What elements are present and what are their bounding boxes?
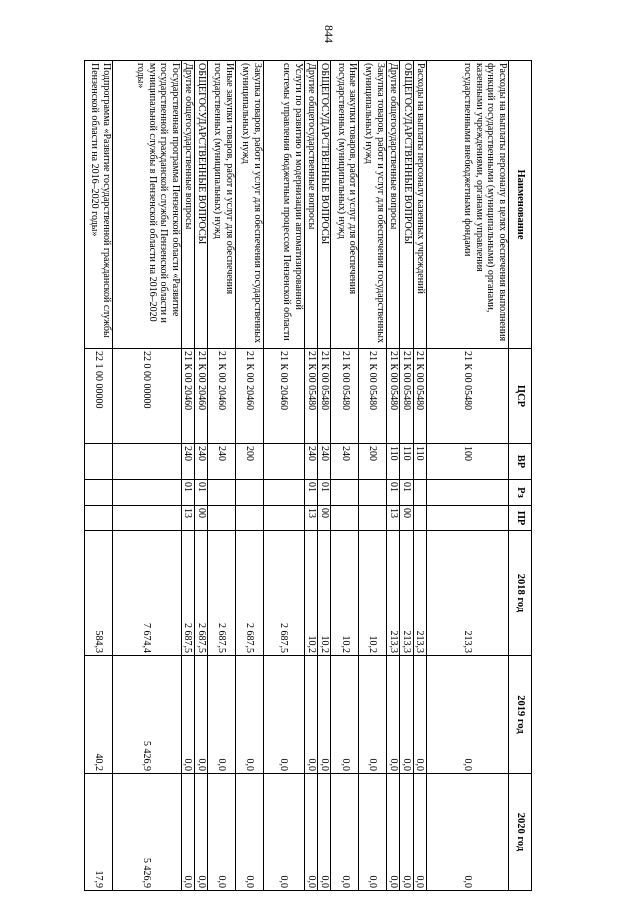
row-2020: 0,0 [181, 774, 194, 891]
row-2020: 0,0 [386, 774, 399, 891]
table-row [85, 61, 113, 891]
table-row [400, 61, 413, 891]
table-row [318, 61, 331, 891]
row-rz [208, 480, 236, 506]
row-2019: 0,0 [400, 656, 413, 774]
row-name: Другие общегосударственные вопросы [386, 61, 399, 349]
table-row [112, 61, 181, 891]
row-2018: 2 687,5 [235, 531, 263, 656]
row-csr: 21 К 00 05480 [426, 349, 508, 444]
row-csr: 21 К 00 05480 [400, 349, 413, 444]
row-2020: 0,0 [400, 774, 413, 891]
row-csr: 21 К 00 05480 [331, 349, 359, 444]
row-2018: 2 687,5 [181, 531, 194, 656]
row-2018: 10,2 [359, 531, 387, 656]
row-2020: 0,0 [235, 774, 263, 891]
row-rz: 01 [194, 480, 207, 506]
row-vr: 240 [181, 444, 194, 480]
header-pr: ПР [509, 506, 532, 531]
table-row [194, 61, 207, 891]
row-2019: 0,0 [235, 656, 263, 774]
row-2020: 0,0 [194, 774, 207, 891]
row-rz: 01 [304, 480, 317, 506]
row-2019: 0,0 [304, 656, 317, 774]
row-2019: 0,0 [263, 656, 304, 774]
row-rz [426, 480, 508, 506]
row-2018: 10,2 [331, 531, 359, 656]
row-2018: 2 687,5 [194, 531, 207, 656]
row-rz: 01 [318, 480, 331, 506]
row-2018: 2 687,5 [208, 531, 236, 656]
row-2019: 0,0 [181, 656, 194, 774]
row-2019: 5 426,9 [112, 656, 181, 774]
row-vr: 240 [331, 444, 359, 480]
row-vr [112, 444, 181, 480]
row-name: ОБЩЕГОСУДАРСТВЕННЫЕ ВОПРОСЫ [400, 61, 413, 349]
row-pr [235, 506, 263, 531]
header-row [509, 61, 532, 891]
row-2019: 0,0 [194, 656, 207, 774]
budget-table [84, 60, 532, 891]
row-csr: 21 К 00 20460 [194, 349, 207, 444]
budget-table-container [84, 60, 532, 890]
row-pr: 00 [318, 506, 331, 531]
table-row [235, 61, 263, 891]
header-rz: Рз [509, 480, 532, 506]
row-csr: 21 К 00 05480 [413, 349, 426, 444]
row-2019: 0,0 [359, 656, 387, 774]
row-2019: 0,0 [331, 656, 359, 774]
row-rz: 01 [400, 480, 413, 506]
row-vr: 110 [413, 444, 426, 480]
row-name: ОБЩЕГОСУДАРСТВЕННЫЕ ВОПРОСЫ [318, 61, 331, 349]
row-pr: 00 [400, 506, 413, 531]
row-rz: 01 [386, 480, 399, 506]
row-2018: 213,3 [426, 531, 508, 656]
row-2020: 0,0 [331, 774, 359, 891]
row-pr [263, 506, 304, 531]
row-vr: 100 [426, 444, 508, 480]
row-vr: 110 [386, 444, 399, 480]
table-row [426, 61, 508, 891]
row-name: Услуги по развитию и модернизации автоматизированной системы управления бюджетным процессом Пензенской области [263, 61, 304, 349]
table-row [181, 61, 194, 891]
row-2019: 0,0 [426, 656, 508, 774]
row-name: Расходы на выплаты персоналу в целях обеспечения выполнения функций государственными (муниципальными) органами, казенными учреждениями, органами управления государственными внебюджетными фондами [426, 61, 508, 349]
header-vr: ВР [509, 444, 532, 480]
row-2020: 5 426,9 [112, 774, 181, 891]
table-row [263, 61, 304, 891]
table-row [413, 61, 426, 891]
row-name: ОБЩЕГОСУДАРСТВЕННЫЕ ВОПРОСЫ [194, 61, 207, 349]
row-2020: 17,9 [85, 774, 113, 891]
row-csr: 21 К 00 05480 [359, 349, 387, 444]
row-2020: 0,0 [426, 774, 508, 891]
row-rz [112, 480, 181, 506]
table-row [386, 61, 399, 891]
row-csr: 21 К 00 05480 [386, 349, 399, 444]
row-csr: 21 К 00 05480 [304, 349, 317, 444]
row-2018: 7 674,4 [112, 531, 181, 656]
row-2018: 10,2 [304, 531, 317, 656]
row-csr: 22 0 00 00000 [112, 349, 181, 444]
row-rz [85, 480, 113, 506]
row-vr: 240 [208, 444, 236, 480]
row-vr [263, 444, 304, 480]
row-vr: 240 [318, 444, 331, 480]
row-2019: 0,0 [318, 656, 331, 774]
header-2019: 2019 год [509, 656, 532, 774]
row-2020: 0,0 [413, 774, 426, 891]
table-row [359, 61, 387, 891]
row-csr: 21 К 00 20460 [208, 349, 236, 444]
row-csr: 21 К 00 20460 [181, 349, 194, 444]
row-2019: 0,0 [413, 656, 426, 774]
row-rz [359, 480, 387, 506]
row-pr [413, 506, 426, 531]
row-name: Иные закупки товаров, работ и услуг для обеспечения государственных (муниципальных) нужд [208, 61, 236, 349]
row-pr: 13 [386, 506, 399, 531]
row-2019: 0,0 [208, 656, 236, 774]
row-name: Государственная программа Пензенской области «Развитие государственной гражданской службы Пензенской области и муниципальной службы в Пензенской области на 2016–2020 годы» [112, 61, 181, 349]
row-2018: 2 687,5 [263, 531, 304, 656]
row-2020: 0,0 [318, 774, 331, 891]
row-vr [85, 444, 113, 480]
row-vr: 200 [359, 444, 387, 480]
row-pr: 13 [181, 506, 194, 531]
row-rz [413, 480, 426, 506]
table-row [331, 61, 359, 891]
table-body [85, 61, 509, 891]
row-name: Закупка товаров, работ и услуг для обеспечения государственных (муниципальных) нужд [359, 61, 387, 349]
row-rz [235, 480, 263, 506]
row-name: Расходы на выплаты персоналу казенных учреждений [413, 61, 426, 349]
row-pr [208, 506, 236, 531]
header-csr: ЦСР [509, 349, 532, 444]
row-name: Подпрограмма «Развитие государственной гражданской службы Пензенской области на 2016–2020 годы» [85, 61, 113, 349]
row-name: Закупка товаров, работ и услуг для обеспечения государственных (муниципальных) нужд [235, 61, 263, 349]
row-rz [263, 480, 304, 506]
header-2018: 2018 год [509, 531, 532, 656]
row-csr: 22 1 00 00000 [85, 349, 113, 444]
row-2020: 0,0 [263, 774, 304, 891]
row-2020: 0,0 [208, 774, 236, 891]
row-2019: 40,2 [85, 656, 113, 774]
header-2020: 2020 год [509, 774, 532, 891]
row-csr: 21 К 00 05480 [318, 349, 331, 444]
row-2019: 0,0 [386, 656, 399, 774]
row-name: Другие общегосударственные вопросы [304, 61, 317, 349]
row-vr: 200 [235, 444, 263, 480]
row-2018: 584,3 [85, 531, 113, 656]
table-row [208, 61, 236, 891]
header-name: Наименование [509, 61, 532, 349]
row-2020: 0,0 [304, 774, 317, 891]
row-rz: 01 [181, 480, 194, 506]
row-pr [426, 506, 508, 531]
row-vr: 240 [194, 444, 207, 480]
row-pr [331, 506, 359, 531]
row-rz [331, 480, 359, 506]
row-2018: 213,3 [413, 531, 426, 656]
row-vr: 110 [400, 444, 413, 480]
page-number: 844 [322, 25, 336, 43]
row-pr [85, 506, 113, 531]
row-pr [359, 506, 387, 531]
row-name: Иные закупки товаров, работ и услуг для обеспечения государственных (муниципальных) нужд [331, 61, 359, 349]
row-2018: 213,3 [386, 531, 399, 656]
row-2018: 10,2 [318, 531, 331, 656]
row-2020: 0,0 [359, 774, 387, 891]
table-row [304, 61, 317, 891]
row-2018: 213,3 [400, 531, 413, 656]
row-csr: 21 К 00 20460 [263, 349, 304, 444]
row-csr: 21 К 00 20460 [235, 349, 263, 444]
row-pr: 13 [304, 506, 317, 531]
row-vr: 240 [304, 444, 317, 480]
row-pr: 00 [194, 506, 207, 531]
row-pr [112, 506, 181, 531]
row-name: Другие общегосударственные вопросы [181, 61, 194, 349]
